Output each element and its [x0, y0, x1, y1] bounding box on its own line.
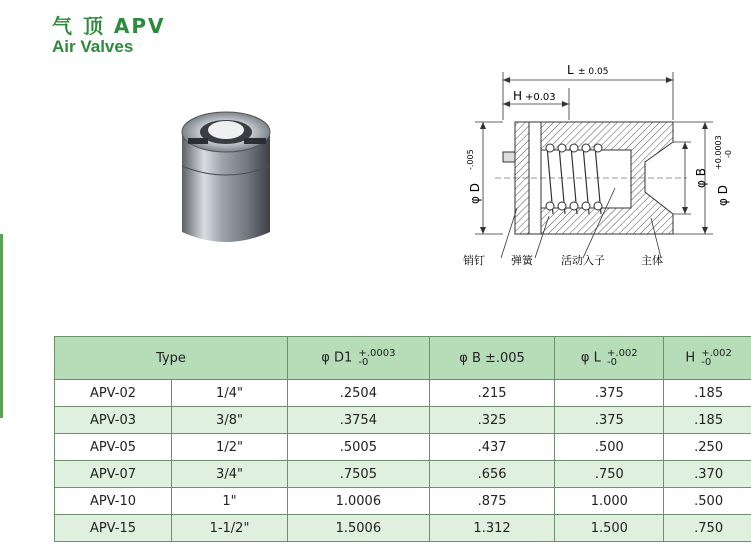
header-l-tolerance [607, 349, 638, 367]
table-row [55, 461, 751, 488]
cell-model: APV-10 [55, 488, 172, 515]
cell-l: .500 [555, 434, 664, 461]
header-l-tol-top: +.002 [607, 348, 638, 359]
header-h-tol-top: +.002 [701, 348, 732, 359]
cell-b: .215 [429, 380, 555, 407]
cell-h: .500 [664, 488, 751, 515]
header-d1-tol-bottom: -0 [358, 357, 369, 368]
table-row [55, 515, 751, 542]
label-main-body: 主体 [641, 254, 663, 267]
cell-l: .375 [555, 407, 664, 434]
dim-d-right-tol-top: +0.0003 [714, 135, 723, 170]
header-h-label: H [685, 350, 696, 366]
cell-l: .750 [555, 461, 664, 488]
page-title-en: Air Valves [52, 37, 134, 56]
cell-b: .875 [429, 488, 555, 515]
cell-h: .370 [664, 461, 751, 488]
header-l-tol-bottom: -0 [607, 357, 617, 368]
cell-l: 1.500 [555, 515, 664, 542]
table-row [55, 434, 751, 461]
cell-model: APV-15 [55, 515, 172, 542]
dim-d-left-label: φ D [468, 183, 482, 204]
header-h-tolerance [701, 349, 732, 367]
table-row [55, 407, 751, 434]
cell-size: 1/2" [172, 434, 288, 461]
dim-l-label: L [567, 63, 574, 77]
cell-size: 3/8" [172, 407, 288, 434]
cell-l: 1.000 [555, 488, 664, 515]
header-h [664, 337, 751, 380]
dim-d-left-tolerance: -.005 [466, 149, 475, 170]
cell-d1: .3754 [288, 407, 430, 434]
dim-l-tolerance: ± 0.05 [578, 67, 609, 77]
cell-b: 1.312 [429, 515, 555, 542]
cell-d1: .7505 [288, 461, 430, 488]
header-type: Type [55, 337, 288, 380]
table-header-row [55, 337, 751, 380]
cell-b: .325 [429, 407, 555, 434]
cell-h: .185 [664, 380, 751, 407]
cell-b: .656 [429, 461, 555, 488]
header-d1 [288, 337, 430, 380]
cell-size: 1" [172, 488, 288, 515]
page-title-cn: 气 顶 APV [52, 14, 166, 38]
cell-d1: 1.5006 [288, 515, 430, 542]
cell-h: .750 [664, 515, 751, 542]
product-photo [168, 92, 284, 252]
header-d1-tolerance [358, 349, 395, 367]
cell-h: .185 [664, 407, 751, 434]
label-movable-insert: 活动入子 [561, 254, 605, 267]
cross-section-diagram [455, 58, 745, 270]
cell-model: APV-05 [55, 434, 172, 461]
header-l [555, 337, 664, 380]
header-d1-label: φ D1 [321, 350, 353, 366]
cell-size: 3/4" [172, 461, 288, 488]
header-d1-tol-top: +.0003 [358, 348, 396, 359]
dim-b-label: φ B [694, 168, 708, 188]
cell-size: 1/4" [172, 380, 288, 407]
cell-model: APV-02 [55, 380, 172, 407]
dim-h-tolerance: +0.03 [525, 92, 556, 103]
cell-model: APV-07 [55, 461, 172, 488]
dim-d-right-label: φ D [716, 185, 730, 206]
label-pin: 销钉 [463, 254, 485, 267]
cell-d1: .2504 [288, 380, 430, 407]
table-row [55, 380, 751, 407]
cell-d1: 1.0006 [288, 488, 430, 515]
label-spring: 弹簧 [511, 254, 533, 267]
dim-d-right-tol-bottom: -0 [724, 150, 733, 158]
table-row [55, 488, 751, 515]
header-h-tol-bottom: -0 [701, 357, 712, 368]
left-accent-stripe [0, 234, 3, 418]
cell-size: 1-1/2" [172, 515, 288, 542]
cell-h: .250 [664, 434, 751, 461]
cell-b: .437 [429, 434, 555, 461]
dim-h-label: H [513, 89, 523, 103]
header-l-label: φ L [580, 350, 601, 366]
header-b: φ B ±.005 [429, 337, 555, 380]
cell-l: .375 [555, 380, 664, 407]
cell-d1: .5005 [288, 434, 430, 461]
spec-table [54, 336, 751, 542]
cell-model: APV-03 [55, 407, 172, 434]
